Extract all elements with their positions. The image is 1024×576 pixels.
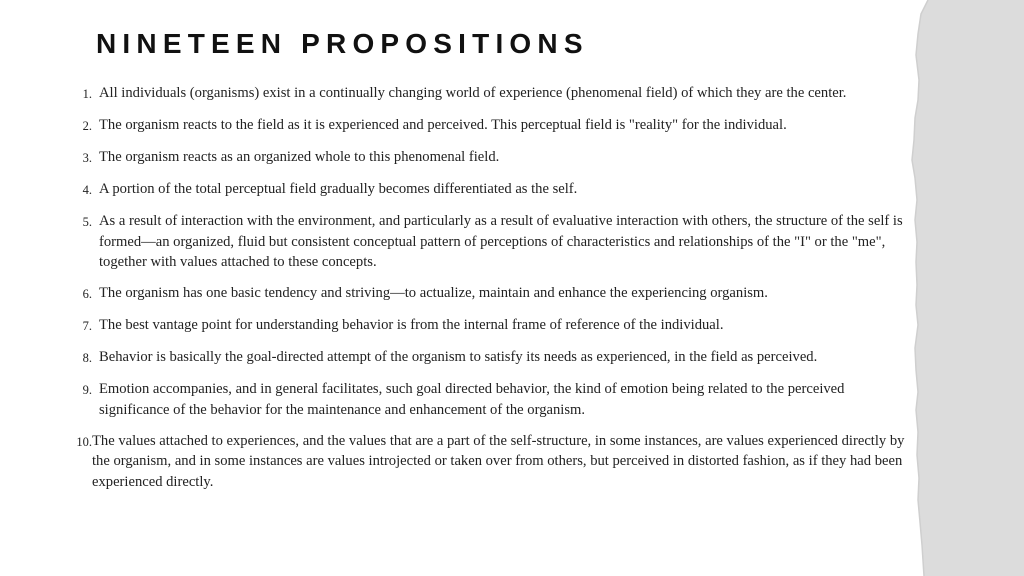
list-item-text: The values attached to experiences, and the values that are a part of the self-structure, in some instances, are values experienced directly by the organism, and in some instances are values introjected or taken over from others, but perceived in distorted fashion, as if they had been experienced directly. — [92, 432, 905, 490]
list-item-text: The organism has one basic tendency and striving—to actualize, maintain and enhance the experiencing organism. — [99, 285, 768, 301]
list-item-text: The organism reacts to the field as it is experienced and perceived. This perceptual field is "reality" for the individual. — [99, 117, 787, 133]
list-item — [70, 283, 910, 305]
list-item-text: A portion of the total perceptual field gradually becomes differentiated as the self. — [99, 181, 578, 197]
list-item — [70, 347, 910, 369]
propositions-list — [70, 83, 910, 503]
list-item — [70, 147, 910, 169]
torn-paper-shape — [912, 0, 1024, 576]
list-item — [70, 431, 910, 493]
list-item-number: 4. — [82, 183, 92, 197]
list-item-number: 9. — [82, 383, 92, 397]
list-item-number: 6. — [82, 287, 92, 301]
list-item — [70, 179, 910, 201]
list-item — [70, 211, 910, 273]
list-item-text: The best vantage point for understanding behavior is from the internal frame of reference of the individual. — [99, 317, 724, 333]
list-item — [70, 315, 910, 337]
list-item — [70, 83, 910, 105]
list-item-text: Behavior is basically the goal-directed attempt of the organism to satisfy its needs as experienced, in the field as perceived. — [99, 349, 818, 365]
list-item — [70, 379, 910, 420]
list-item-number: 7. — [82, 319, 92, 333]
list-item-text: The organism reacts as an organized whole to this phenomenal field. — [99, 149, 500, 165]
list-item-number: 8. — [82, 351, 92, 365]
list-item-text: As a result of interaction with the environment, and particularly as a result of evaluative interaction with others, the structure of the self is formed—an organized, fluid but consistent conceptual pattern of perceptions of characteristics and relationships of the "I" or the "me", together with values attached to these concepts. — [99, 213, 903, 270]
list-item-number: 2. — [82, 119, 92, 133]
slide-title: NINETEEN PROPOSITIONS — [96, 28, 589, 59]
list-item-text: Emotion accompanies, and in general facilitates, such goal directed behavior, the kind of emotion being related to the perceived significance of the behavior for the maintenance and enhancement of the organism. — [99, 381, 845, 418]
list-item-number: 10. — [76, 434, 92, 449]
list-item — [70, 115, 910, 137]
list-item-text: All individuals (organisms) exist in a continually changing world of experience (phenomenal field) of which they are the center. — [99, 85, 847, 101]
list-item-number: 3. — [82, 151, 92, 165]
list-item-number: 1. — [82, 87, 92, 101]
list-item-number: 5. — [82, 215, 92, 229]
